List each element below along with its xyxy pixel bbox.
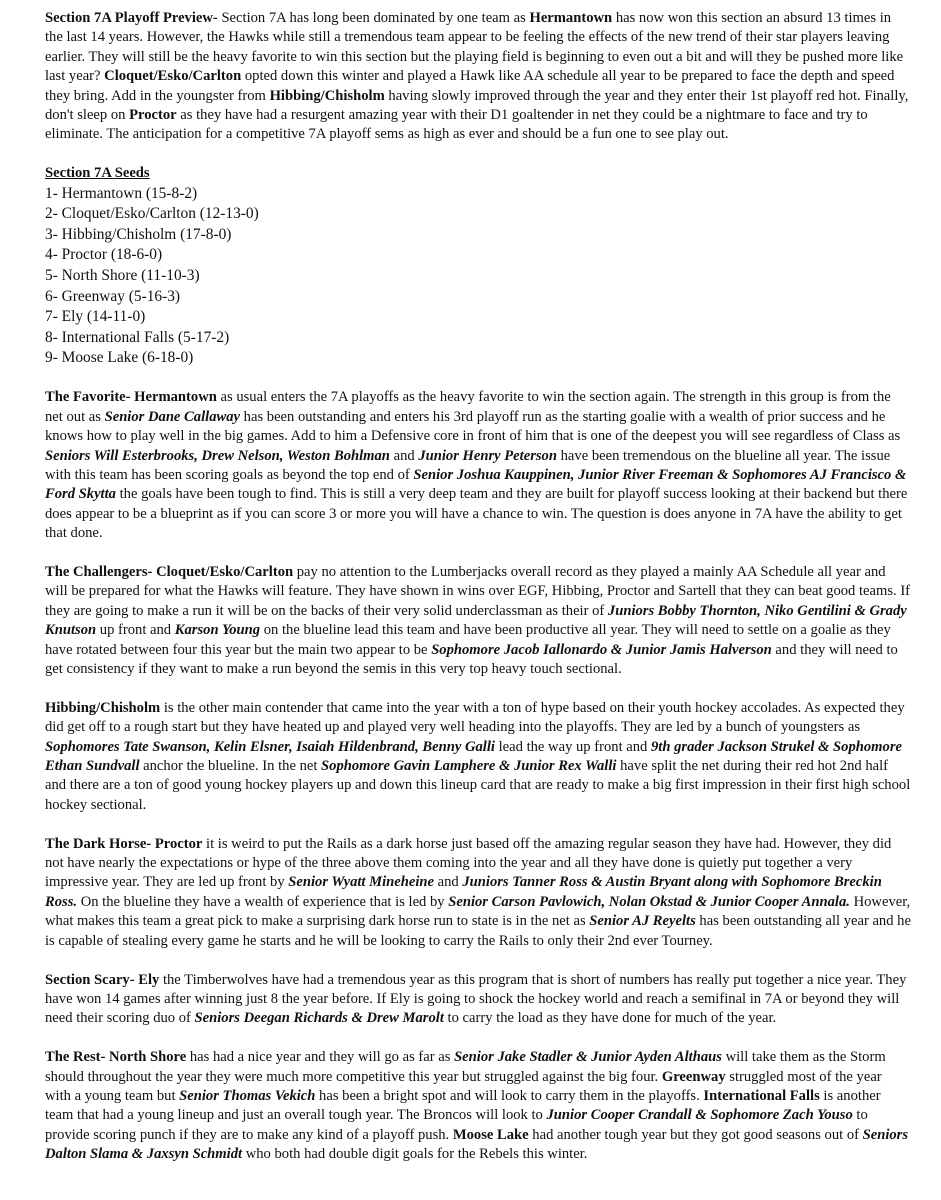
seed-item: 5- North Shore (11-10-3): [45, 267, 200, 285]
seed-item: 9- Moose Lake (6-18-0): [45, 349, 194, 367]
player-names: Seniors Will Esterbrooks, Drew Nelson, Weston Bohlman: [45, 447, 390, 464]
challengers-paragraph: The Challengers- Cloquet/Esko/Carlton pay no attention to the Lumberjacks overall record as they played a mainly AA Schedule all year and will be prepared for what the Hawks will feature. They have shown in wins over EGF, Hibbing, Proctor and Sartell that they can beat good teams. If they are going to make a run it will be on the backs of their very solid underclassman as their of Juniors Bobby Thornton, Niko Gentilini & Grady Knutson up front and Karson Young on the blueline lead this team and have been productive all year. They will need to settle on a goalie as they have rotated between four this year but the main two appear to be Sophomore Jacob Iallonardo & Junior Jamis Halverson and they will need to get consistency if they want to make a run beyond the semis in this very top heavy touch sectional.: [45, 564, 911, 678]
seed-item: 3- Hibbing/Chisholm (17-8-0): [45, 225, 232, 243]
player-names: Senior Carson Pavlowich, Nolan Okstad & Junior Cooper Annala.: [448, 893, 850, 910]
player-names: Sophomore Gavin Lamphere & Junior Rex Walli: [321, 758, 617, 775]
section-heading: Hibbing/Chisholm: [45, 699, 161, 716]
team-name: Moose Lake: [452, 1126, 529, 1143]
player-names: Senior Jake Stadler & Junior Ayden Althaus: [454, 1049, 722, 1066]
player-names: Senior Thomas Vekich: [179, 1087, 316, 1104]
seeds-title: Section 7A Seeds: [45, 165, 150, 182]
seed-item: 1- Hermantown (15-8-2): [45, 184, 198, 202]
player-names: Senior Joshua Kauppinen, Junior River Freeman & Sophomores AJ Francisco & Ford Skytta: [45, 467, 907, 503]
rest-paragraph: The Rest- North Shore has had a nice year and they will go as far as Senior Jake Stadler & Junior Ayden Althaus will take them as the Storm should throughout the year they were much more competitive this year but struggled against the big four. Greenway struggled most of the year with a young team but Senior Thomas Vekich has been a bright spot and will look to carry them in the playoffs. International Falls is another team that had a young lineup and just an overall tough year. The Broncos will look to Junior Cooper Crandall & Sophomore Zach Youso to provide scoring punch if they are to make any kind of a playoff push. Moose Lake had another tough year but they got good seasons out of Seniors Dalton Slama & Jaxsyn Schmidt who both had double digit goals for the Rebels this winter.: [45, 1049, 909, 1163]
team-name: Greenway: [661, 1068, 726, 1085]
player-names: Sophomore Jacob Iallonardo & Junior Jamis Halverson: [431, 641, 772, 658]
player-names: Sophomores Tate Swanson, Kelin Elsner, Isaiah Hildenbrand, Benny Galli: [45, 738, 495, 755]
preview-paragraph: Section 7A Playoff Preview- Section 7A has long been dominated by one team as Hermantown has now won this section an absurd 13 times in the last 14 years. However, the Hawks while still a tremendous team appear to be feeling the effects of the new trend of their star players leaving earlier. They will still be the heavy favorite to win this section but the playing field is beginning to even out a bit and will they be pushed more like last year? Cloquet/Esko/Carlton opted down this winter and played a Hawk like AA schedule all year to be prepared to face the depth and speed they bring. Add in the youngster from Hibbing/Chisholm having slowly improved through the year and they enter their 1st playoff red hot. Finally, don't sleep on Proctor as they have had a resurgent amazing year with their D1 goaltender in net they could be a nightmare to face and try to eliminate. The anticipation for a competitive 7A playoff sems as high as ever and should be a fun one to see play out.: [45, 10, 909, 143]
seed-item: 6- Greenway (5-16-3): [45, 287, 181, 305]
player-names: Senior Wyatt Mineheine: [288, 874, 434, 891]
favorite-paragraph: The Favorite- Hermantown as usual enters the 7A playoffs as the heavy favorite to win the section again. The strength in this group is from the net out as Senior Dane Callaway has been outstanding and enters his 3rd playoff run as the starting goalie with a wealth of prior success and he knows how to play well in the big games. Add to him a Defensive core in front of him that is one of the deepest you will see regardless of Class as Seniors Will Esterbrooks, Drew Nelson, Weston Bohlman and Junior Henry Peterson have been tremendous on the blueline all year. The issue with this team has been scoring goals as beyond the top end of Senior Joshua Kauppinen, Junior River Freeman & Sophomores AJ Francisco & Ford Skytta the goals have been tough to find. This is still a very deep team and they are built for playoff success looking at their backend but there does appear to be a blueprint as if you can score 3 or more you will have a chance to win. The question is does anyone in 7A have the ability to get that done.: [45, 389, 908, 542]
section-heading: Section Scary- Ely: [45, 971, 160, 988]
team-name: Cloquet/Esko/Carlton: [104, 68, 242, 85]
seed-list: [45, 184, 911, 369]
player-names: Seniors Deegan Richards & Drew Marolt: [194, 1010, 444, 1027]
team-name: Proctor: [129, 107, 177, 124]
preview-heading: Section 7A Playoff Preview-: [45, 10, 218, 26]
player-names: Juniors Tanner Ross & Austin Bryant along with Sophomore Breckin Ross.: [45, 874, 882, 910]
hibbing-paragraph: Hibbing/Chisholm is the other main contender that came into the year with a ton of hype based on their youth hockey accolades. As expected they did get off to a rough start but they have heated up and played very well heading into the playoffs. They are led by a bunch of youngsters as Sophomores Tate Swanson, Kelin Elsner, Isaiah Hildenbrand, Benny Galli lead the way up front and 9th grader Jackson Strukel & Sophomore Ethan Sundvall anchor the blueline. In the net Sophomore Gavin Lamphere & Junior Rex Walli have split the net during their red hot 2nd half and there are a ton of good young hockey players up and down this lineup card that are ready to make a big first impression in their first high school hockey sectional.: [45, 699, 911, 813]
player-names: Junior Cooper Crandall & Sophomore Zach Youso: [546, 1107, 853, 1124]
player-names: Seniors Dalton Slama & Jaxsyn Schmidt: [45, 1126, 909, 1163]
section-heading: The Challengers- Cloquet/Esko/Carlton: [45, 564, 294, 581]
player-names: Senior AJ Reyelts: [589, 913, 696, 930]
scary-paragraph: Section Scary- Ely the Timberwolves have had a tremendous year as this program that is short of numbers has really put together a nice year. They have won 14 games after winning just 8 the year before. If Ely is going to shock the hockey world and reach a semifinal in 7A or beyond they will need their scoring duo of Seniors Deegan Richards & Drew Marolt to carry the load as they have done for much of the year.: [45, 971, 907, 1027]
team-name: International Falls: [703, 1087, 820, 1104]
player-names: Senior Dane Callaway: [104, 408, 241, 425]
seed-item: 2- Cloquet/Esko/Carlton (12-13-0): [45, 205, 259, 223]
team-name: Hermantown: [529, 10, 613, 26]
player-names: Junior Henry Peterson: [418, 447, 557, 464]
player-names: 9th grader Jackson Strukel & Sophomore Ethan Sundvall: [45, 738, 902, 775]
darkhorse-paragraph: The Dark Horse- Proctor it is weird to put the Rails as a dark horse just based off the amazing regular season they have had. However, they did not have nearly the expectations or hype of the three above them coming into the year and all they have done is quietly put together a very impressive year. They are led up front by Senior Wyatt Mineheine and Juniors Tanner Ross & Austin Bryant along with Sophomore Breckin Ross. On the blueline they have a wealth of experience that is led by Senior Carson Pavlowich, Nolan Okstad & Junior Cooper Annala. However, what makes this team a great pick to make a surprising dark horse run to state is in the net as Senior AJ Reyelts has been outstanding all year and he is capable of stealing every game he starts and he will be looking to carry the Rails to only their 2nd ever Tourney.: [45, 835, 911, 949]
section-heading: The Dark Horse- Proctor: [45, 835, 203, 852]
seed-item: 4- Proctor (18-6-0): [45, 246, 163, 264]
seed-item: 7- Ely (14-11-0): [45, 308, 146, 326]
seed-item: 8- International Falls (5-17-2): [45, 328, 230, 346]
section-heading: The Rest- North Shore: [45, 1049, 187, 1066]
player-names: Karson Young: [174, 622, 261, 639]
team-name: Hibbing/Chisholm: [269, 87, 385, 104]
section-heading: The Favorite- Hermantown: [45, 389, 217, 406]
player-names: Juniors Bobby Thornton, Niko Gentilini & Grady Knutson: [45, 602, 907, 639]
